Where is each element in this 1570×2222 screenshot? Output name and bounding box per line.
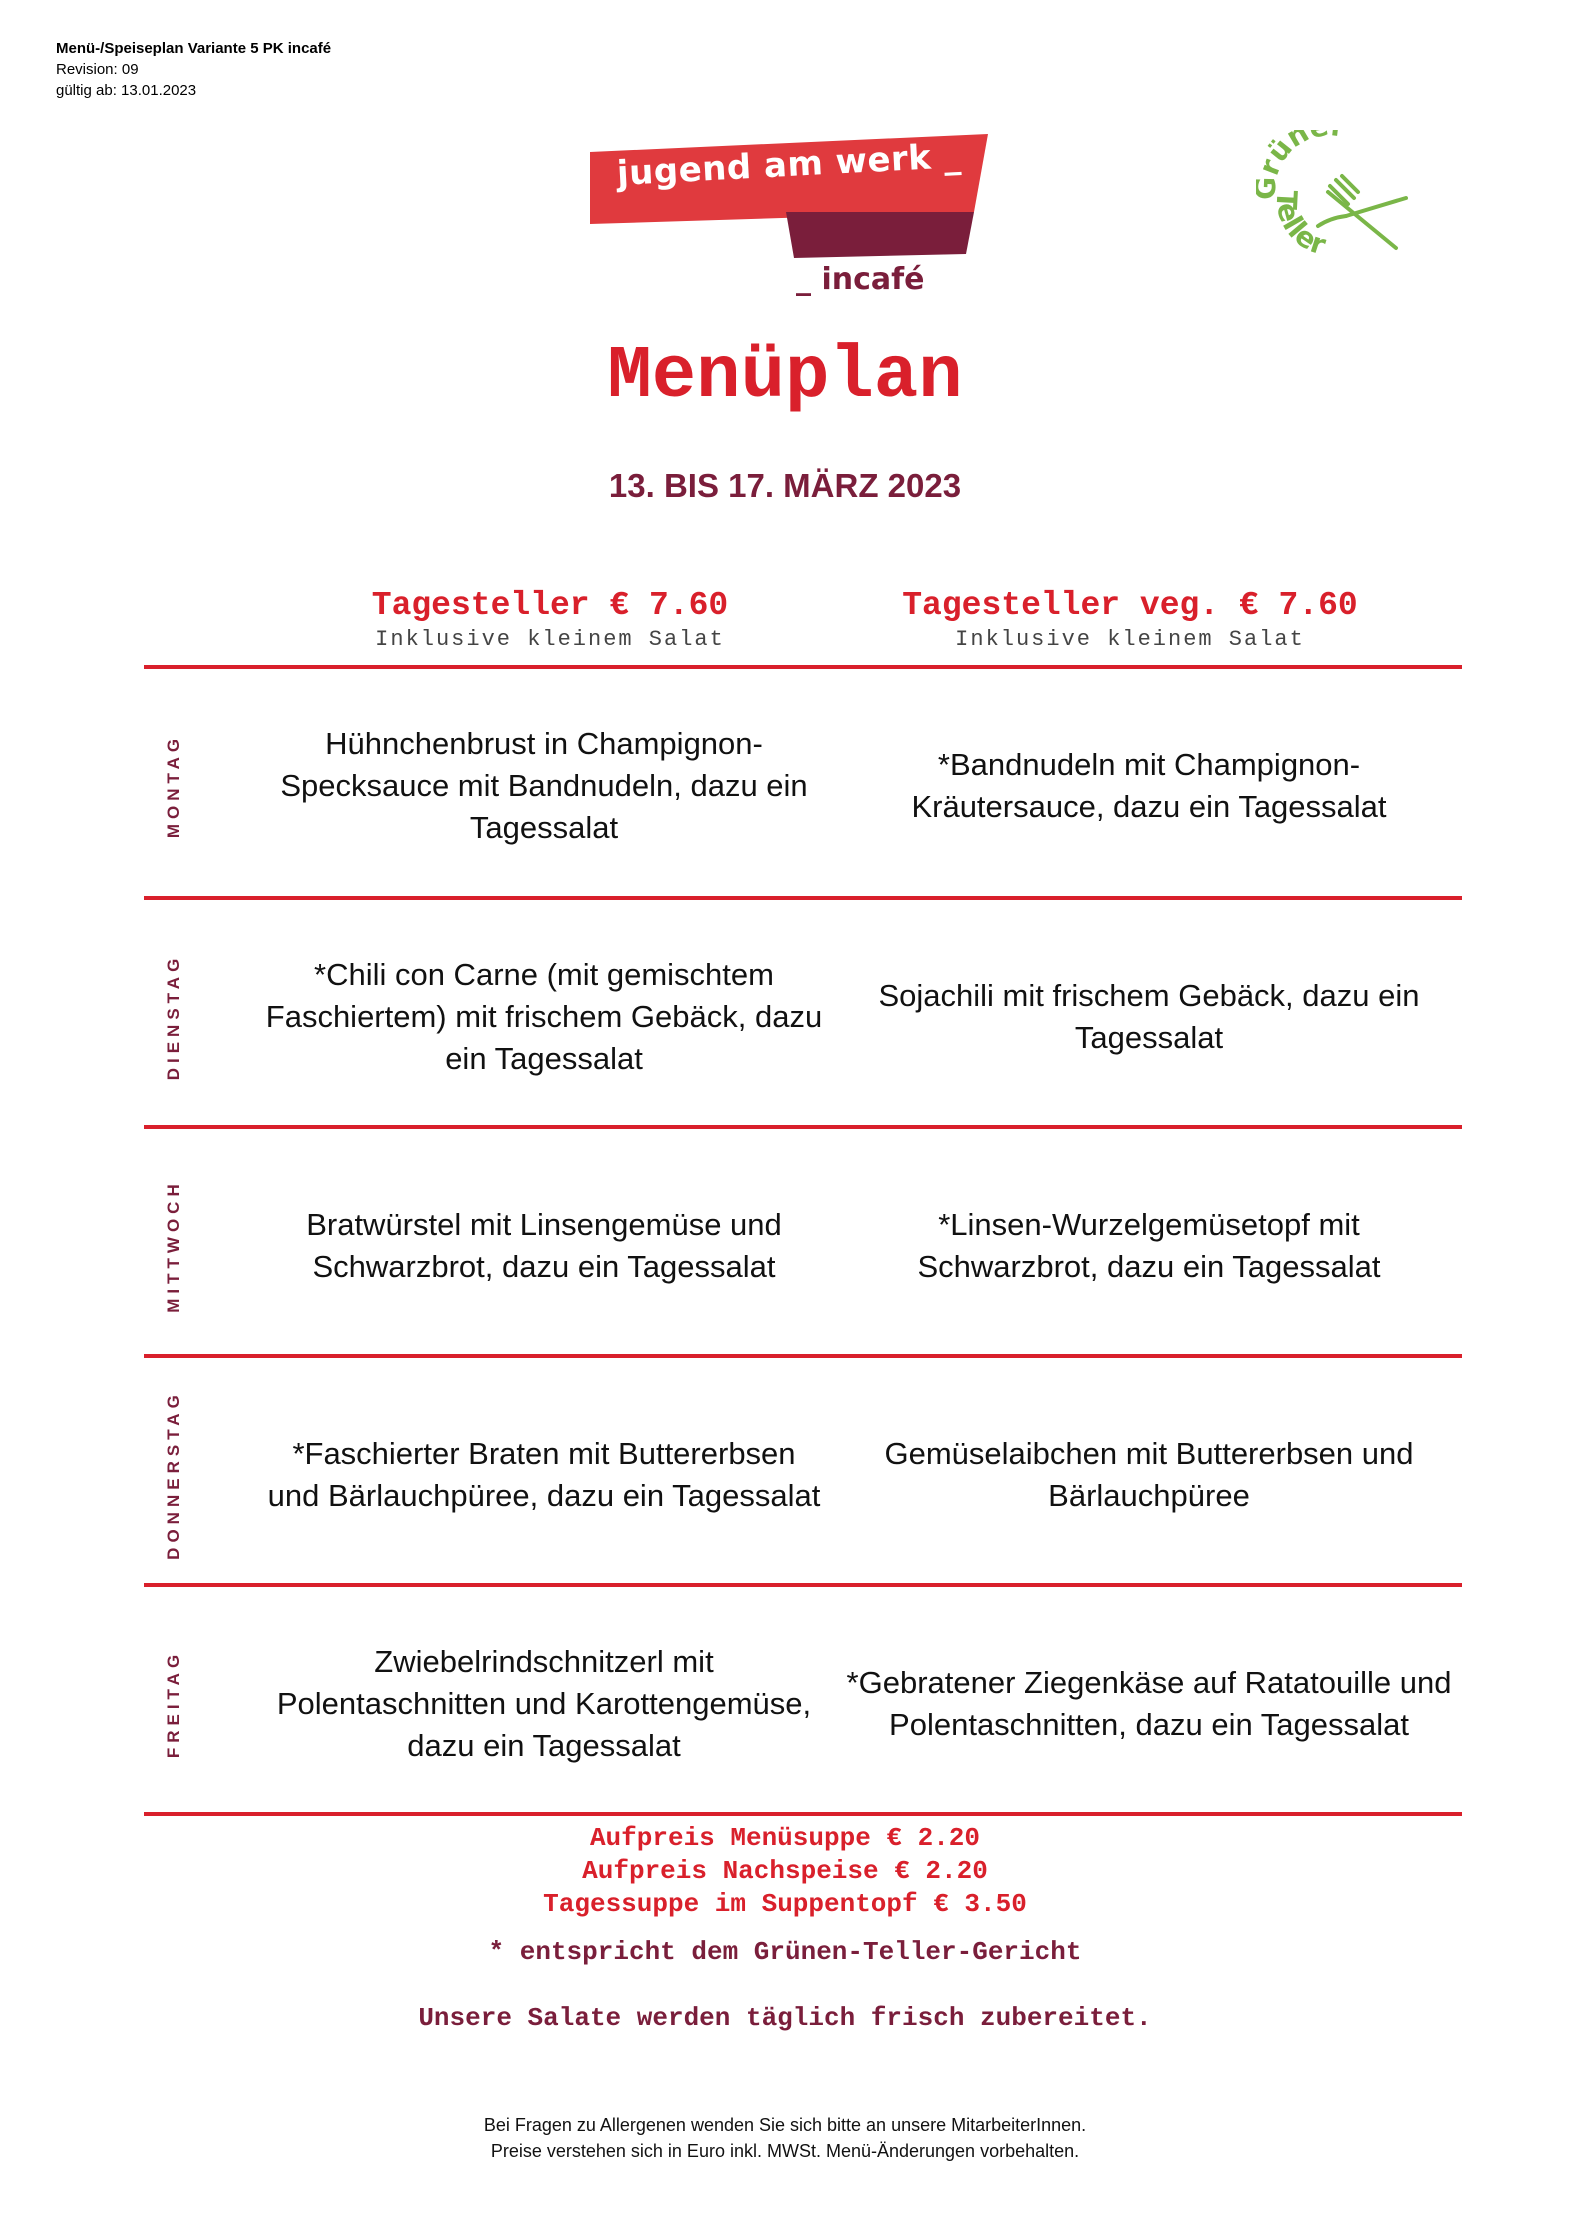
column-header-tagesteller bbox=[270, 586, 830, 654]
divider bbox=[144, 896, 1462, 900]
logo-incafe-text: _ incafé bbox=[796, 262, 925, 297]
gruener-teller-logo bbox=[1256, 130, 1416, 270]
dish-vegetarian: *Linsen-Wurzelgemüsetopf mit Schwarzbrot, dazu ein Tagessalat bbox=[917, 1207, 1381, 1284]
menu-date-range: 13. BIS 17. MÄRZ 2023 bbox=[608, 467, 962, 504]
dish-meat: Hühnchenbrust in Champignon-Specksauce mit Bandnudeln, dazu ein Tagessalat bbox=[280, 726, 808, 845]
dish-meat: Bratwürstel mit Linsengemüse und Schwarzbrot, dazu ein Tagessalat bbox=[306, 1207, 782, 1284]
divider bbox=[144, 1125, 1462, 1129]
dish-vegetarian: *Bandnudeln mit Champignon-Kräutersauce, dazu ein Tagessalat bbox=[911, 747, 1387, 824]
menu-row-dienstag: DIENSTAG *Chili con Carne (mit gemischtem Faschiertem) mit frischem Gebäck, dazu ein Tagessalat Sojachili mit frischem Gebäck, dazu ein Tagessalat bbox=[144, 904, 1462, 1130]
column-subtitle: Inklusive kleinem Salat bbox=[955, 627, 1305, 652]
footer-notes bbox=[0, 2112, 1570, 2164]
dish-vegetarian: *Gebratener Ziegenkäse auf Ratatouille und Polentaschnitten, dazu ein Tagessalat bbox=[846, 1665, 1452, 1742]
jugend-am-werk-logo bbox=[586, 132, 996, 304]
menu-row-montag: MONTAG Hühnchenbrust in Champignon-Specksauce mit Bandnudeln, dazu ein Tagessalat *Bandnudeln mit Champignon-Kräutersauce, dazu ein Tagessalat bbox=[144, 673, 1462, 899]
fork-knife-icon bbox=[1256, 130, 1416, 270]
gt-logo-bottom-text: Teller bbox=[1269, 189, 1330, 262]
doc-valid-from: gültig ab: 13.01.2023 bbox=[56, 82, 197, 99]
column-title: Tagesteller € 7.60 bbox=[371, 587, 729, 624]
gt-logo-top-text: ün bbox=[1260, 130, 1315, 169]
price-nachspeise: Aufpreis Nachspeise € 2.20 bbox=[582, 1856, 988, 1886]
page-title: Menüplan bbox=[607, 335, 963, 419]
divider bbox=[144, 1354, 1462, 1358]
logo-banner-text: jugend am werk _ bbox=[616, 135, 963, 194]
price-tagessuppe: Tagessuppe im Suppentopf € 3.50 bbox=[543, 1889, 1027, 1919]
dish-meat: Zwiebelrindschnitzerl mit Polentaschnitten und Karottengemüse, dazu ein Tagessalat bbox=[276, 1644, 812, 1763]
gruener-teller-note: * entspricht dem Grünen-Teller-Gericht bbox=[488, 1937, 1082, 1967]
doc-revision: Revision: 09 bbox=[56, 61, 139, 78]
price-menusuppe: Aufpreis Menüsuppe € 2.20 bbox=[589, 1823, 981, 1853]
column-header-tagesteller-veg bbox=[850, 586, 1410, 654]
dish-vegetarian: Sojachili mit frischem Gebäck, dazu ein Tagessalat bbox=[878, 978, 1420, 1055]
dish-meat: *Chili con Carne (mit gemischtem Faschiertem) mit frischem Gebäck, dazu ein Tagessalat bbox=[265, 957, 823, 1076]
doc-title: Menü-/Speiseplan Variante 5 PK incafé bbox=[56, 40, 332, 57]
divider bbox=[144, 665, 1462, 669]
menu-row-freitag: FREITAG Zwiebelrindschnitzerl mit Polentaschnitten und Karottengemüse, dazu ein Tagessalat *Gebratener Ziegenkäse auf Ratatouille und Polentaschnitten, dazu ein Tagessalat bbox=[144, 1591, 1462, 1817]
column-subtitle: Inklusive kleinem Salat bbox=[375, 627, 725, 652]
salad-note: Unsere Salate werden täglich frisch zubereitet. bbox=[418, 2003, 1152, 2033]
divider bbox=[144, 1812, 1462, 1816]
dish-vegetarian: Gemüselaibchen mit Buttererbsen und Bärlauchpüree bbox=[884, 1436, 1414, 1513]
dish-meat: *Faschierter Braten mit Buttererbsen und Bärlauchpüree, dazu ein Tagessalat bbox=[267, 1436, 821, 1513]
extra-prices bbox=[0, 1822, 1570, 1921]
document-info bbox=[56, 38, 331, 101]
column-title: Tagesteller veg. € 7.60 bbox=[902, 587, 1358, 624]
allergen-note: Bei Fragen zu Allergenen wenden Sie sich bitte an unsere MitarbeiterInnen. bbox=[483, 2115, 1087, 2135]
divider bbox=[144, 1583, 1462, 1587]
menu-row-donnerstag: DONNERSTAG *Faschierter Braten mit Buttererbsen und Bärlauchpüree, dazu ein Tagessalat Gemüselaibchen mit Buttererbsen und Bärlauchpüree bbox=[144, 1362, 1462, 1588]
price-disclaimer: Preise verstehen sich in Euro inkl. MWSt. Menü-Änderungen vorbehalten. bbox=[490, 2141, 1080, 2161]
menu-row-mittwoch: MITTWOCH Bratwürstel mit Linsengemüse und Schwarzbrot, dazu ein Tagessalat *Linsen-Wurzelgemüsetopf mit Schwarzbrot, dazu ein Tagessalat bbox=[144, 1133, 1462, 1359]
